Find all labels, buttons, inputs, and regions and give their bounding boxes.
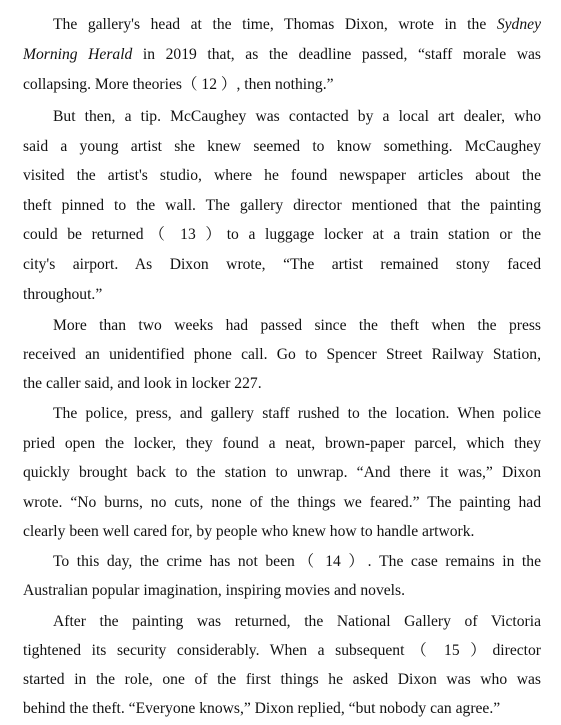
text-line: throughout.” — [23, 286, 103, 303]
text-line: could be returned（ 13 ）to a luggage locker at a train station or the — [23, 226, 541, 243]
text-line: wrote. “No burns, no cuts, none of the things we feared.” The painting had — [23, 494, 541, 511]
text-line: said a young artist she knew seemed to know something. McCaughey — [23, 138, 541, 155]
text-line: After the painting was returned, the National Gallery of Victoria — [53, 613, 541, 630]
italic-title: Morning Herald — [23, 46, 133, 63]
text-line: visited the artist's studio, where he found newspaper articles about the — [23, 167, 541, 184]
text-line: More than two weeks had passed since the theft when the press — [53, 317, 541, 334]
text-line — [23, 40, 541, 70]
text-line — [53, 10, 541, 40]
text-line: But then, a tip. McCaughey was contacted by a local art dealer, who — [53, 108, 541, 125]
text-line: started in the role, one of the first things he asked Dixon was who was — [23, 671, 541, 688]
text-segment: in 2019 that, as the deadline passed, “staff morale was — [132, 46, 541, 63]
text-line: city's airport. As Dixon wrote, “The artist remained stony faced — [23, 256, 541, 273]
text-line: clearly been well cared for, by people who knew how to handle artwork. — [23, 523, 475, 540]
text-line: collapsing. More theories（ 12 ）, then nothing.” — [23, 76, 334, 93]
text-line: pried open the locker, they found a neat, brown-paper parcel, which they — [23, 435, 541, 452]
text-line: The police, press, and gallery staff rushed to the location. When police — [53, 405, 541, 422]
text-line: Australian popular imagination, inspiring movies and novels. — [23, 582, 405, 599]
text-line: quickly brought back to the station to unwrap. “And there it was,” Dixon — [23, 464, 541, 481]
text-line: the caller said, and look in locker 227. — [23, 375, 262, 392]
text-line: tightened its security considerably. When a subsequent（ 15 ）director — [23, 642, 541, 659]
text-line: To this day, the crime has not been（ 14 ）. The case remains in the — [53, 553, 541, 570]
italic-title: Sydney — [496, 16, 541, 33]
text-line: behind the theft. “Everyone knows,” Dixon replied, “but nobody can agree.” — [23, 700, 501, 717]
text-segment: The gallery's head at the time, Thomas Dixon, wrote in the — [53, 16, 497, 33]
text-line: theft pinned to the wall. The gallery director mentioned that the painting — [23, 197, 541, 214]
text-line: received an unidentified phone call. Go to Spencer Street Railway Station, — [23, 346, 541, 363]
